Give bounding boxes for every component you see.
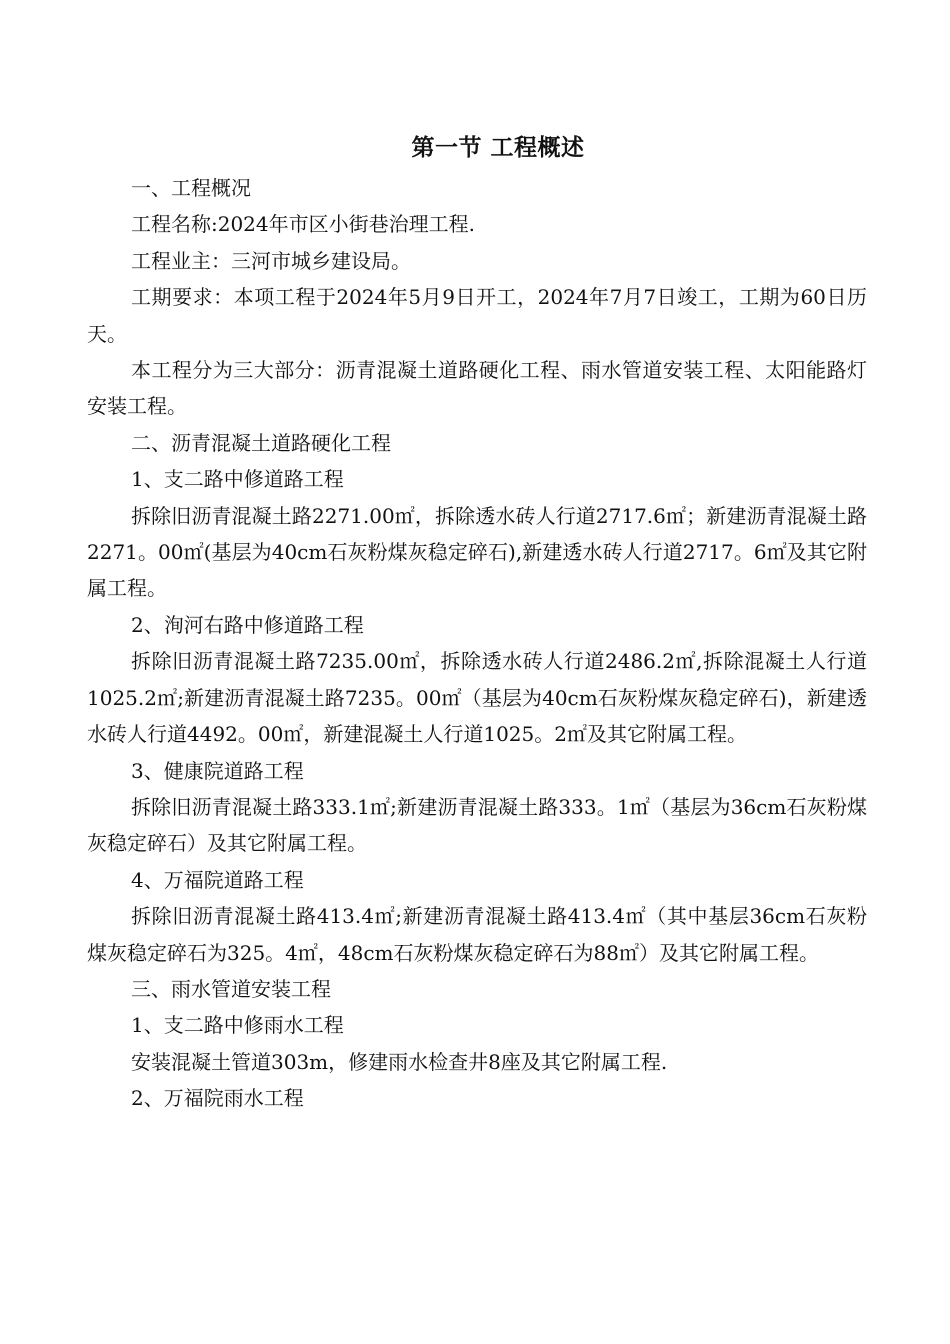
zhier-road-details: 拆除旧沥青混凝土路2271.00㎡，拆除透水砖人行道2717.6㎡；新建沥青混凝土路2271。00㎡(基层为40cm石灰粉煤灰稳定碎石),新建透水砖人行道2717。6㎡及其它附属工程。: [87, 503, 867, 601]
subheading-wanfu-rainwater: 2、万福院雨水工程: [131, 1086, 304, 1111]
schedule-requirement: 工期要求：本项工程于2024年5月9日开工，2024年7月7日竣工，工期为60日历天。: [87, 285, 867, 346]
heading-project-overview: 一、工程概况: [131, 176, 251, 200]
subheading-zhier-rainwater: 1、支二路中修雨水工程: [131, 1013, 344, 1038]
project-name: 工程名称:2024年市区小街巷治理工程.: [131, 212, 475, 237]
zhier-rainwater-details: 安装混凝土管道303m，修建雨水检查井8座及其它附属工程.: [131, 1049, 668, 1074]
subheading-jiankang-yard: 3、健康院道路工程: [131, 758, 304, 783]
subheading-xunhe-road: 2、洵河右路中修道路工程: [131, 612, 364, 637]
project-owner: 工程业主：三河市城乡建设局。: [131, 248, 411, 273]
heading-rainwater-pipes: 三、雨水管道安装工程: [131, 976, 331, 1001]
body-text: [87, 170, 867, 1117]
wanfu-yard-details: 拆除旧沥青混凝土路413.4㎡;新建沥青混凝土路413.4㎡（其中基层36cm石灰粉煤灰稳定碎石为325。4㎡，48cm石灰粉煤灰稳定碎石为88㎡）及其它附属工程。: [87, 904, 867, 965]
jiankang-yard-details: 拆除旧沥青混凝土路333.1㎡;新建沥青混凝土路333。1㎡（基层为36cm石灰粉煤灰稳定碎石）及其它附属工程。: [87, 794, 867, 856]
heading-asphalt-works: 二、沥青混凝土道路硬化工程: [131, 430, 391, 455]
subheading-wanfu-yard: 4、万福院道路工程: [131, 867, 304, 892]
project-parts: 本工程分为三大部分：沥青混凝土道路硬化工程、雨水管道安装工程、太阳能路灯安装工程。: [87, 358, 867, 419]
section-title: 第一节 工程概述: [411, 135, 585, 161]
xunhe-road-details: 拆除旧沥青混凝土路7235.00㎡，拆除透水砖人行道2486.2㎡,拆除混凝土人行道1025.2㎡;新建沥青混凝土路7235。00㎡（基层为40cm石灰粉煤灰稳定碎石)，新建透水砖人行道4492。00㎡，新建混凝土人行道1025。2㎡及其它附属工程。: [87, 649, 867, 747]
subheading-zhier-road: 1、支二路中修道路工程: [131, 467, 344, 492]
